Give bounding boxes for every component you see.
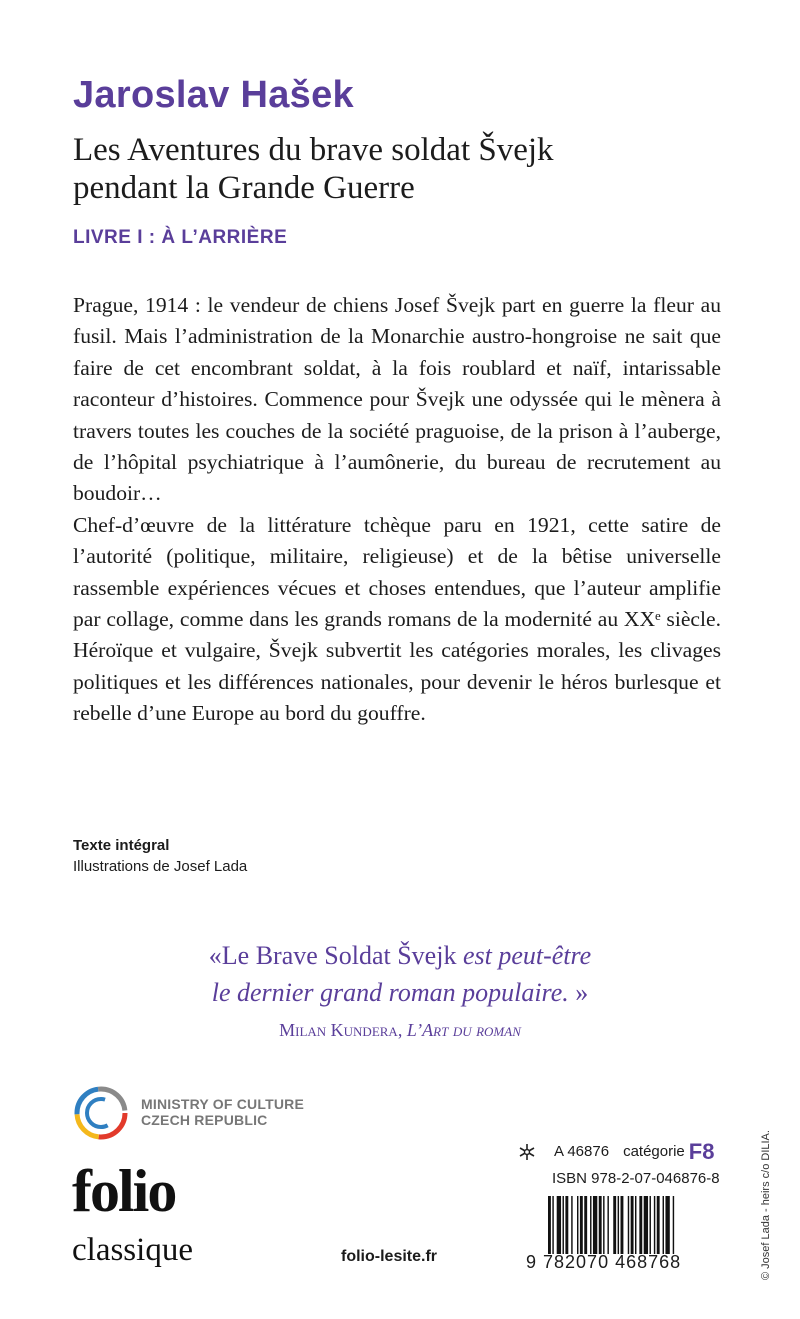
quote-work: L’Art du roman [406,1020,521,1040]
book-title [73,131,554,207]
illustrations-credit: Illustrations de Josef Lada [73,858,248,875]
barcode-icon [548,1196,726,1254]
barcode-bar [673,1196,674,1254]
barcode-bar [635,1196,636,1254]
barcode-bar [603,1196,604,1254]
brand-classique: classique [72,1232,193,1268]
quote-author: Milan Kundera, [279,1020,407,1040]
ministry-logo-icon [73,1085,129,1141]
barcode-bar [593,1196,597,1254]
barcode-bar [552,1196,553,1254]
ministry-line-1: MINISTRY OF CULTURE [141,1096,304,1112]
book-subtitle: LIVRE I : À L’ARRIÈRE [73,227,288,248]
barcode-bar [607,1196,608,1254]
barcode-bar [571,1196,572,1254]
barcode-bar [628,1196,629,1254]
quote-attribution [100,1020,700,1041]
barcode-bar [548,1196,551,1254]
category-code: F8 [688,1138,715,1164]
copyright-text: © Josef Lada - heirs c/o DILIA. [760,1130,772,1280]
title-line-2: pendant la Grande Guerre [73,170,415,206]
barcode-bar [657,1196,660,1254]
quote-text-italic: est peut-être [462,941,592,970]
barcode-bar [639,1196,642,1254]
blurb-paragraph-2: Chef-d’œuvre de la littérature tchèque paru en 1921, cette satire de l’autorité (politique, militaire, religieuse) et de la bêtise universelle rassemble expériences vécues et choses entendues, que l’auteur amplifie par collage, comme dans les grands romans de la modernité au XXᵉ siècle. Héroïque et vulgaire, Švejk subvertit les catégories morales, les clivages politiques et les différences nationales, pour devenir le héros burlesque et rebelle d’une Europe au bord du gouffre. [73,512,721,726]
quote-line-2 [100,974,700,1011]
barcode-bar [665,1196,669,1254]
blurb-paragraph-1: Prague, 1914 : le vendeur de chiens Josef Švejk part en guerre la fleur au fusil. Mais l’administration de la Monarchie austro-hongroise ne sait que faire de cet encombrant soldat, à la fois roublard et naïf, intarissable raconteur d’histoires. Commence pour Švejk une odyssée qui le mènera à travers toutes les couches de la société praguoise, de la prison à l’auberge, de l’hôpital psychiatrique à l’aumônerie, du bureau de recrutement au boudoir… [73,293,721,506]
isbn-row [516,1165,726,1192]
ring-inner [87,1099,115,1127]
barcode-bar [557,1196,561,1254]
barcode-bar [644,1196,648,1254]
barcode-bar [613,1196,616,1254]
ministry-label [141,1096,304,1128]
barcode-bar [654,1196,655,1254]
barcode-bar [584,1196,587,1254]
barcode-bar [565,1196,568,1254]
barcode-bar [631,1196,634,1254]
isbn: ISBN 978-2-07-046876-8 [552,1170,720,1187]
barcode-bar [580,1196,583,1254]
catalog-ref: A 46876 [554,1143,610,1160]
folio-symbol-icon [516,1142,538,1162]
catalog-row [516,1138,726,1165]
blurb [73,290,721,730]
website-link[interactable]: folio-lesite.fr [341,1248,438,1265]
ministry-line-2: CZECH REPUBLIC [141,1112,268,1128]
edition-label: Texte intégral [73,837,170,854]
catalog-info [516,1138,726,1192]
barcode-bar [663,1196,664,1254]
author-name: Jaroslav Hašek [73,74,354,116]
barcode-bar [577,1196,578,1254]
quote-text-roman: «Le Brave Soldat Švejk [208,941,463,970]
barcode-bar [650,1196,651,1254]
title-line-1: Les Aventures du brave soldat Švejk [73,132,554,168]
barcode-bar [618,1196,619,1254]
quote-text-italic: le dernier grand roman populaire. [211,978,569,1007]
barcode-bar [599,1196,602,1254]
category-label: catégorie [623,1143,685,1160]
barcode-bar [590,1196,591,1254]
quote-line-1 [100,937,700,974]
barcode-digits: 9 782070 468768 [526,1252,682,1272]
barcode-bar [621,1196,624,1254]
quote-close: » [568,978,589,1007]
edition-mentions [73,835,247,877]
barcode-bar [563,1196,564,1254]
review-quote [100,937,700,1041]
brand-folio: folio [72,1158,176,1224]
illustration-copyright [760,1080,780,1280]
